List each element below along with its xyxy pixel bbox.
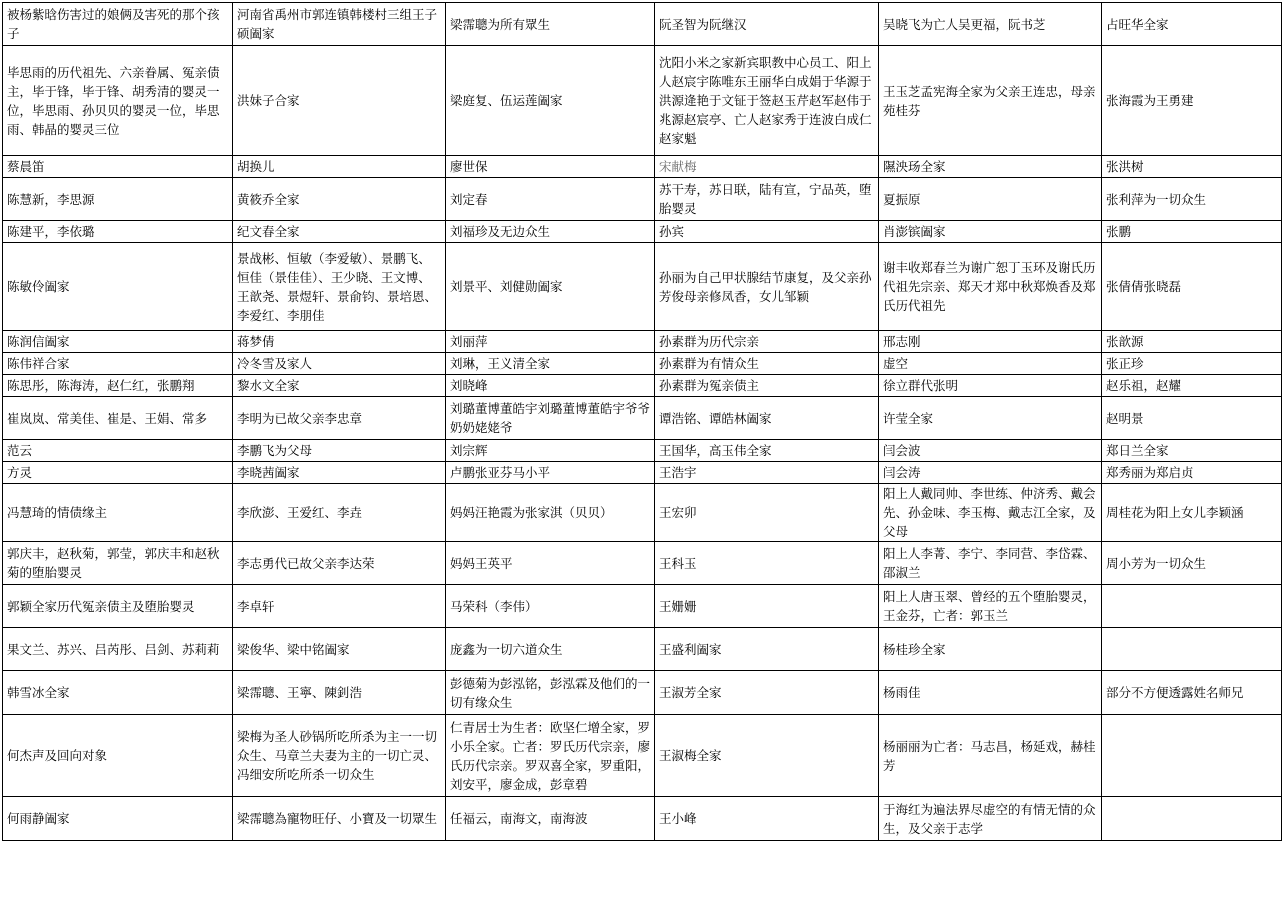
table-row	[3, 628, 1282, 671]
table-cell	[1102, 585, 1282, 628]
table-cell: 张歆源	[1102, 331, 1282, 353]
table-cell: 蔡晨笛	[3, 156, 233, 178]
table-row	[3, 440, 1282, 462]
table-cell: 冯慧琦的情债缘主	[3, 484, 233, 542]
table-cell: 陈敏伶阖家	[3, 243, 233, 331]
table-cell: 陈慧新，李思源	[3, 178, 233, 221]
table-cell: 孙素群为有情众生	[655, 353, 879, 375]
table-cell: 部分不方便透露姓名师兄	[1102, 671, 1282, 715]
table-cell: 孙素群为历代宗亲	[655, 331, 879, 353]
table-cell: 吴晓飞为亡人吴更福，阮书芝	[879, 3, 1102, 46]
table-cell: 于海红为遍法界尽虚空的有情无情的众生，及父亲于志学	[879, 797, 1102, 841]
table-cell: 黄筱乔全家	[233, 178, 446, 221]
table-cell: 被杨紫晗伤害过的娘俩及害死的那个孩子	[3, 3, 233, 46]
table-cell: 范云	[3, 440, 233, 462]
table-cell: 刘琳，王义清全家	[446, 353, 655, 375]
table-row	[3, 542, 1282, 585]
table-cell: 王盛利阖家	[655, 628, 879, 671]
table-cell: 刘璐董博董皓宇刘璐董博董皓宇爷爷奶奶姥姥爷	[446, 397, 655, 440]
table-cell	[1102, 715, 1282, 797]
table-cell: 王国华，高玉伟全家	[655, 440, 879, 462]
table-cell: 王科玉	[655, 542, 879, 585]
table-row	[3, 331, 1282, 353]
table-cell: 梁霈聰、王寧、陳釗浩	[233, 671, 446, 715]
table-row	[3, 243, 1282, 331]
table-cell: 杨桂珍全家	[879, 628, 1102, 671]
table-cell: 夏振原	[879, 178, 1102, 221]
table-cell: 梁梅为圣人砂锅所吃所杀为主一一切众生、马章兰夫妻为主的一切亡灵、冯细安所吃所杀一切众生	[233, 715, 446, 797]
table-cell: 胡换儿	[233, 156, 446, 178]
table-cell: 梁俊华、梁中铭阖家	[233, 628, 446, 671]
table-cell: 许莹全家	[879, 397, 1102, 440]
table-cell: 蒋梦倩	[233, 331, 446, 353]
table-cell: 陈思彤，陈海涛，赵仁红，张鹏翔	[3, 375, 233, 397]
table-cell: 阳上人唐玉翠、曾经的五个堕胎婴灵，王金芬，亡者：郭玉兰	[879, 585, 1102, 628]
table-cell: 仁青居士为生者：欧坚仁增全家，罗小乐全家。亡者：罗氏历代宗亲，廖氏历代宗亲。罗双喜全家，罗重阳，刘安平，廖金成，彭章碧	[446, 715, 655, 797]
table-cell: 杨丽丽为亡者：马志昌，杨延戏，赫桂芳	[879, 715, 1102, 797]
table-cell: 宋献梅	[655, 156, 879, 178]
table-cell: 邢志刚	[879, 331, 1102, 353]
table-cell: 崔岚岚、常美佳、崔是、王娟、常多	[3, 397, 233, 440]
table-cell: 赵明景	[1102, 397, 1282, 440]
table-cell: 周小芳为一切众生	[1102, 542, 1282, 585]
table-cell	[1102, 628, 1282, 671]
table-cell: 闫会涛	[879, 462, 1102, 484]
table-row	[3, 462, 1282, 484]
table-cell: 王淑芳全家	[655, 671, 879, 715]
table-row	[3, 797, 1282, 841]
table-cell: 张海霞为王勇建	[1102, 46, 1282, 156]
table-cell	[1102, 797, 1282, 841]
table-cell: 郭庆丰，赵秋菊，郭莹，郭庆丰和赵秋菊的堕胎婴灵	[3, 542, 233, 585]
table-cell: 隰泱玚全家	[879, 156, 1102, 178]
table-cell: 马荣科（李伟）	[446, 585, 655, 628]
table-cell: 庞鑫为一切六道众生	[446, 628, 655, 671]
dedication-table	[2, 2, 1282, 841]
table-cell: 方灵	[3, 462, 233, 484]
table-row	[3, 375, 1282, 397]
table-row	[3, 46, 1282, 156]
table-cell: 郑秀丽为郑启贞	[1102, 462, 1282, 484]
table-cell: 阮圣智为阮继汉	[655, 3, 879, 46]
table-cell: 沈阳小米之家新宾职教中心员工、阳上人赵宸宇陈唯东王丽华白成娟于华源于洪源逄艳于文钲于签赵玉芹赵军赵伟于兆源赵宸亭、亡人赵家秀于连波白成仁赵家魁	[655, 46, 879, 156]
table-cell: 彭德菊为彭泓铭，彭泓霖及他们的一切有缘众生	[446, 671, 655, 715]
table-cell: 张倩倩张晓磊	[1102, 243, 1282, 331]
table-cell: 孙素群为冤亲债主	[655, 375, 879, 397]
table-cell: 李志勇代已故父亲李达荣	[233, 542, 446, 585]
table-cell: 洪妹子合家	[233, 46, 446, 156]
table-cell: 张正珍	[1102, 353, 1282, 375]
table-cell: 苏干寿，苏日联，陆有宣，宁品英，堕胎婴灵	[655, 178, 879, 221]
table-cell: 河南省禹州市郭连镇韩楼村三组王子硕阖家	[233, 3, 446, 46]
table-cell: 虚空	[879, 353, 1102, 375]
table-body	[3, 3, 1282, 841]
table-cell: 妈妈汪艳霞为张家淇（贝贝）	[446, 484, 655, 542]
table-cell: 梁霈聰为所有眾生	[446, 3, 655, 46]
table-cell: 孙宾	[655, 221, 879, 243]
table-cell: 韩雪冰全家	[3, 671, 233, 715]
table-cell: 王玉芝孟宪海全家为父亲王连忠，母亲苑桂芬	[879, 46, 1102, 156]
table-cell: 谢丰收郑春兰为谢广恕丁玉环及谢氏历代祖先宗亲、郑天才郑中秋郑焕香及郑氏历代祖先	[879, 243, 1102, 331]
table-cell: 阳上人戴同帅、李世练、仲济秀、戴会先、孙金味、李玉梅、戴志江全家，及父母	[879, 484, 1102, 542]
table-row	[3, 221, 1282, 243]
table-cell: 肖澎镔阖家	[879, 221, 1102, 243]
table-cell: 杨雨佳	[879, 671, 1102, 715]
table-cell: 阳上人李菁、李宁、李同营、李岱霖、邵淑兰	[879, 542, 1102, 585]
table-cell: 李明为已故父亲李忠章	[233, 397, 446, 440]
table-cell: 妈妈王英平	[446, 542, 655, 585]
table-row	[3, 715, 1282, 797]
table-cell: 王淑梅全家	[655, 715, 879, 797]
table-cell: 闫会波	[879, 440, 1102, 462]
table-cell: 冷冬雪及家人	[233, 353, 446, 375]
table-cell: 王小峰	[655, 797, 879, 841]
table-row	[3, 156, 1282, 178]
table-cell: 张利萍为一切众生	[1102, 178, 1282, 221]
table-cell: 王宏卯	[655, 484, 879, 542]
table-row	[3, 178, 1282, 221]
table-cell: 谭浩铭、谭皓林阖家	[655, 397, 879, 440]
table-row	[3, 353, 1282, 375]
table-row	[3, 3, 1282, 46]
table-cell: 孙丽为自己甲状腺结节康复，及父亲孙芳俊母亲修凤香，女儿邹颖	[655, 243, 879, 331]
table-cell: 陈伟祥合家	[3, 353, 233, 375]
table-cell: 赵乐祖，赵耀	[1102, 375, 1282, 397]
table-cell: 郑日兰全家	[1102, 440, 1282, 462]
table-cell: 张洪树	[1102, 156, 1282, 178]
table-cell: 任福云，南海文，南海波	[446, 797, 655, 841]
table-cell: 王姗姗	[655, 585, 879, 628]
table-cell: 卢鹏张亚芬马小平	[446, 462, 655, 484]
table-cell: 黎水文全家	[233, 375, 446, 397]
table-cell: 刘丽萍	[446, 331, 655, 353]
table-cell: 纪文春全家	[233, 221, 446, 243]
table-cell: 陈建平，李依璐	[3, 221, 233, 243]
table-cell: 王浩宇	[655, 462, 879, 484]
table-cell: 郭颖全家历代冤亲债主及堕胎婴灵	[3, 585, 233, 628]
table-cell: 张鹏	[1102, 221, 1282, 243]
table-cell: 梁霈聰為寵物旺仔、小寶及一切眾生	[233, 797, 446, 841]
table-cell: 景战彬、恒敏（李爱敏）、景鹏飞、恒佳（景佳佳）、王少晓、王文博、王歆尧、景煜轩、景俞钧、景培恩、李爱红、李朋佳	[233, 243, 446, 331]
table-cell: 刘定春	[446, 178, 655, 221]
table-row	[3, 484, 1282, 542]
table-cell: 廖世保	[446, 156, 655, 178]
table-row	[3, 585, 1282, 628]
table-cell: 梁庭复、伍运莲阖家	[446, 46, 655, 156]
table-cell: 李鹏飞为父母	[233, 440, 446, 462]
table-cell: 何雨静阖家	[3, 797, 233, 841]
table-row	[3, 397, 1282, 440]
table-cell: 徐立群代张明	[879, 375, 1102, 397]
table-cell: 刘宗辉	[446, 440, 655, 462]
table-cell: 李晓茜阖家	[233, 462, 446, 484]
table-cell: 果文兰、苏兴、吕芮彤、吕剑、苏莉莉	[3, 628, 233, 671]
table-cell: 刘景平、刘健勋阖家	[446, 243, 655, 331]
table-cell: 刘福珍及无边众生	[446, 221, 655, 243]
table-cell: 周桂花为阳上女儿李颖涵	[1102, 484, 1282, 542]
table-cell: 占旺华全家	[1102, 3, 1282, 46]
table-cell: 刘晓峰	[446, 375, 655, 397]
table-cell: 毕思雨的历代祖先、六亲眷属、冤亲债主，毕于锋，毕于锋、胡秀清的婴灵一位，毕思雨、孙贝贝的婴灵一位，毕思雨、韩晶的婴灵三位	[3, 46, 233, 156]
table-cell: 何杰声及回向对象	[3, 715, 233, 797]
table-cell: 李卓轩	[233, 585, 446, 628]
table-cell: 陈润信阖家	[3, 331, 233, 353]
table-row	[3, 671, 1282, 715]
table-cell: 李欣澎、王爱红、李垚	[233, 484, 446, 542]
